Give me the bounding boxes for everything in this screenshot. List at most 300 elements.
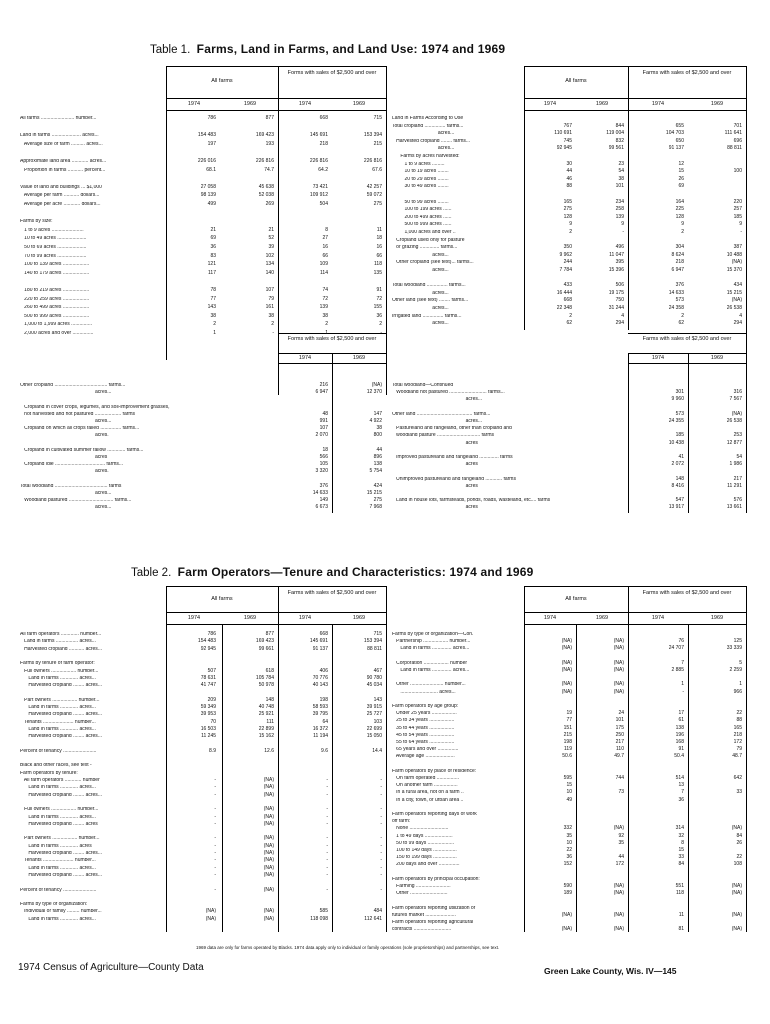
cell-value: 226 816 [363, 158, 382, 164]
cell-value: 573 [675, 410, 684, 417]
cell-value: - [214, 857, 216, 864]
cell-value: 139 [319, 304, 328, 311]
table1-heading: Farms, Land in Farms, and Land Use: 1974 and 1969 [196, 42, 506, 56]
cell-value: 27 [322, 235, 328, 242]
cell-value: (NA) [613, 688, 624, 695]
row-label: not harvested and not pastured ................... farms [20, 411, 136, 417]
cell-value: 54 [618, 168, 624, 175]
row-label: Full owners .................. number... [20, 668, 99, 674]
cell-value: 595 [563, 775, 572, 781]
cell-value: 226 816 [309, 158, 328, 164]
cell-value: 234 [615, 198, 624, 205]
cell-value: 2 885 [671, 667, 684, 673]
row-label: Harvested cropland ........ acres... [20, 712, 102, 718]
cell-value: 58 593 [312, 704, 328, 710]
cell-value: 78 631 [200, 674, 216, 681]
row-label: Land in farms ............. acres... [20, 814, 96, 820]
cell-value: 15 396 [608, 267, 624, 273]
cell-value: 19 175 [608, 289, 624, 296]
cell-value: 72 [322, 295, 328, 302]
cell-value: (NA) [561, 911, 572, 918]
cell-value: 424 [373, 482, 382, 489]
row-label: acres... [392, 419, 483, 424]
cell-value: 139 [615, 213, 624, 220]
cell-value: 103 [373, 718, 382, 725]
cell-value: 877 [265, 115, 274, 121]
cell-value: - [380, 330, 382, 336]
cell-value: - [380, 791, 382, 798]
cell-value: 9 [739, 221, 742, 228]
row-label: Percent of tenancy ........................ [20, 887, 97, 893]
cell-value: 44 [566, 168, 572, 175]
row-label: 180 to 219 acres ................... [20, 288, 90, 293]
row-label: 1 to 9 acres ....................... [20, 227, 84, 233]
cell-value: 143 [373, 696, 382, 703]
cell-value: - [326, 864, 328, 871]
cell-value: 101 [615, 183, 624, 190]
row-label: Harvested cropland ........ acres... [20, 851, 102, 856]
hdr-year: 1969 [595, 615, 609, 621]
cell-value: 9 [621, 221, 624, 228]
cell-value: 99 561 [608, 145, 624, 152]
cell-value: 585 [319, 908, 328, 915]
cell-value: 77 [566, 717, 572, 724]
cell-value: (NA) [731, 297, 742, 304]
row-label: Total woodland ...................................... farms [20, 483, 122, 489]
cell-value: 66 [322, 252, 328, 259]
cell-value: 715 [373, 631, 382, 637]
row-label: acres... [392, 268, 449, 273]
cell-value: 88 811 [367, 645, 382, 652]
cell-value: 877 [265, 631, 274, 637]
cell-value: 506 [615, 282, 624, 289]
row-label: Harvested cropland ........ acres [20, 821, 98, 827]
cell-value: 154 483 [197, 638, 216, 645]
cell-value: 175 [615, 724, 624, 731]
cell-value: 216 [319, 382, 328, 388]
row-label: Farms by type of organization—Con. [392, 632, 474, 637]
cell-value: 52 038 [258, 192, 274, 199]
cell-value: 24 707 [668, 645, 684, 652]
cell-value: (NA) [731, 890, 742, 897]
cell-value: 395 [615, 259, 624, 266]
cell-value: - [380, 820, 382, 827]
cell-value: 304 [675, 244, 684, 251]
cell-value: 78 [210, 287, 216, 293]
cell-value: 107 [265, 287, 274, 293]
cell-value: 5 754 [369, 468, 382, 475]
cell-value: - [380, 871, 382, 878]
cell-value: 118 [676, 890, 684, 897]
row-label: Tenants ...................... number... [20, 858, 96, 864]
row-label: Part owners .................. number... [20, 836, 100, 842]
row-label: 1 to 49 days .................... [392, 833, 453, 839]
cell-value: 7 [681, 659, 684, 666]
hdr-year: 1974 [187, 615, 201, 621]
row-label: 500 to 999 acres ................... [20, 313, 90, 319]
cell-value: 16 444 [556, 289, 572, 296]
footnote: 1969 data are only for farms operated by Blacks. 1974 data apply only to individual or family operations (sole proprietorships) and partnerships, see text. [196, 945, 500, 950]
cell-value: (NA) [613, 890, 624, 897]
cell-value: 896 [373, 454, 382, 460]
cell-value: 9 962 [559, 251, 572, 258]
cell-value: 467 [373, 667, 382, 674]
row-label: Woodland not pastured ........................... farms... [392, 390, 505, 396]
cell-value: - [326, 791, 328, 798]
cell-value: 117 [208, 269, 216, 276]
footer-left: 1974 Census of Agriculture—County Data [18, 962, 204, 973]
hdr-all-farms: All farms [565, 596, 587, 602]
row-label: Farm operators by place of residence: [392, 768, 477, 774]
cell-value: 8.9 [209, 747, 216, 754]
cell-value: 64.2 [318, 166, 328, 173]
hdr-year: 1969 [352, 615, 366, 621]
cell-value: 22 [736, 710, 742, 717]
cell-value: 36 [376, 312, 382, 319]
row-label: acres [392, 505, 478, 511]
cell-value: 253 [733, 432, 742, 439]
hdr-year: 1974 [543, 101, 557, 107]
cell-value: - [380, 784, 382, 791]
row-label: All farms ........................ number... [20, 116, 97, 121]
cell-value: 26 538 [726, 305, 742, 311]
row-label: Part owners .................. number... [20, 697, 100, 703]
cell-value: 45 034 [366, 682, 382, 689]
cell-value: 4 922 [369, 418, 382, 424]
row-label: 35 to 44 years .................. [392, 725, 455, 731]
cell-value: 26 [678, 175, 684, 182]
cell-value: (NA) [731, 825, 742, 832]
cell-value: 21 [268, 226, 274, 233]
cell-value: 119 004 [606, 130, 624, 137]
cell-value: 52 [268, 235, 274, 242]
cell-value: - [214, 784, 216, 791]
cell-value: - [380, 777, 382, 783]
cell-value: 10 [566, 839, 572, 846]
cell-value: - [380, 813, 382, 820]
table1-left-header [166, 66, 386, 110]
cell-value: 68.1 [206, 166, 216, 173]
row-label: futures market ...................... [392, 912, 456, 918]
cell-value: 140 [265, 269, 274, 276]
cell-value: 17 [678, 710, 684, 717]
cell-value: 121 [207, 261, 216, 268]
cell-value: 154 483 [197, 132, 216, 139]
cell-value: 50 978 [258, 682, 274, 689]
hdr-sales: Forms with sales of $2,500 and over [287, 336, 377, 342]
cell-value: 547 [675, 497, 684, 504]
row-label: Land in Farms According to Use [392, 116, 464, 121]
cell-value: - [326, 835, 328, 842]
cell-value: 215 [373, 140, 382, 147]
cell-value: 135 [373, 269, 382, 276]
cell-value: 218 [319, 140, 328, 147]
hdr-year: 1974 [651, 101, 665, 107]
cell-value: 767 [563, 122, 572, 129]
cell-value: 88 [566, 183, 572, 190]
hdr-year: 1969 [243, 101, 257, 107]
cell-value: 10 488 [726, 251, 742, 258]
row-label: Farm operators by age group: [392, 704, 459, 709]
cell-value: 61 [678, 717, 684, 724]
row-label: Land in farms .............. acres... [392, 646, 470, 652]
cell-value: 15 370 [726, 267, 742, 273]
row-label: Total woodland—Continued [392, 383, 454, 388]
cell-value: - [214, 850, 216, 856]
cell-value: 991 [319, 418, 328, 424]
cell-value: 10 [566, 789, 572, 796]
cell-value: 143 [207, 304, 216, 311]
row-label: Other cropland (see text)... farms... [392, 260, 474, 266]
cell-value: (NA) [731, 259, 742, 266]
cell-value: 14 633 [312, 490, 328, 496]
row-label: acres [392, 483, 478, 489]
cell-value: 91 [376, 287, 382, 293]
row-label: Tenants ...................... number... [20, 719, 96, 725]
cell-value: 209 [207, 696, 216, 703]
hdr-sales: Farms with sales of $2,500 and over [287, 590, 377, 596]
cell-value: 484 [373, 908, 382, 915]
cell-value: 33 339 [726, 645, 742, 652]
cell-value: 145 691 [309, 132, 328, 139]
cell-value: (NA) [561, 681, 572, 688]
cell-value: 90 780 [366, 674, 382, 681]
cell-value: (NA) [205, 915, 216, 922]
row-label: Land in farms ............. acres... [20, 785, 96, 791]
cell-value: 41 747 [200, 682, 216, 689]
cell-value: (NA) [263, 813, 274, 820]
cell-value: - [326, 777, 328, 783]
cell-value: 36 [210, 244, 216, 250]
cell-value: - [214, 813, 216, 820]
cell-value: 38 [210, 312, 216, 319]
row-label: Land in farms ............. acres [20, 843, 92, 849]
cell-value: (NA) [263, 864, 274, 871]
cell-value: 376 [319, 482, 328, 489]
cell-value: (NA) [263, 908, 274, 915]
hdr-year: 1969 [352, 355, 366, 361]
row-label: 2,000 acres and over ............... [20, 331, 94, 336]
row-label: Woodland pastured ................................ farms... [20, 498, 132, 504]
cell-value: 25 727 [366, 711, 382, 718]
cell-value: 198 [563, 739, 572, 745]
cell-value: 22 [736, 854, 742, 861]
cell-value: 50.6 [562, 753, 572, 760]
cell-value: 40 748 [258, 704, 274, 710]
cell-value: 83 [210, 252, 216, 259]
cell-value: 13 917 [668, 504, 684, 511]
cell-value: (NA) [561, 926, 572, 933]
cell-value: 2 [271, 321, 274, 328]
row-label: Percent of tenancy ........................ [20, 748, 97, 754]
cell-value: - [272, 330, 274, 336]
cell-value: 514 [675, 775, 684, 781]
cell-value: 134 [265, 261, 274, 268]
cell-value: 294 [733, 320, 742, 327]
cell-value: 576 [733, 497, 742, 504]
cell-value: 42 257 [366, 183, 382, 190]
cell-value: 91 [678, 746, 684, 753]
cell-value: 217 [615, 739, 624, 745]
cell-value: - [214, 791, 216, 798]
cell-value: 11 047 [609, 251, 624, 258]
cell-value: 22 [566, 847, 572, 853]
cell-value: 642 [733, 775, 742, 781]
cell-value: 9 [681, 221, 684, 228]
cell-value: 172 [615, 861, 624, 868]
row-label: Land in farms ................ acres... [20, 639, 96, 645]
row-label: Cropland in cover crops, legumes, and soil-improvement grasses, [20, 404, 170, 410]
row-label: Average size of farm .......... acres... [20, 141, 103, 147]
cell-value: 39 [268, 244, 274, 250]
cell-value: 18 [376, 235, 382, 242]
row-label: On farm operated ................ [392, 776, 459, 781]
cell-value: 111 [266, 718, 274, 725]
cell-value: 39 953 [200, 711, 216, 718]
cell-value: 35 [618, 839, 624, 846]
cell-value: 185 [733, 213, 742, 220]
cell-value: 12.6 [264, 747, 274, 754]
cell-value: - [214, 777, 216, 783]
row-label: acres... [392, 306, 449, 311]
cell-value: 169 423 [255, 638, 274, 645]
row-label: Total woodland ............... farms... [392, 283, 466, 289]
cell-value: 226 816 [255, 158, 274, 164]
cell-value: 11 245 [201, 733, 216, 740]
row-label: 20 to 29 acres ........ [392, 176, 449, 182]
cell-value: 7 [681, 789, 684, 796]
cell-value: - [326, 813, 328, 820]
cell-value: - [380, 850, 382, 856]
row-label: 65 years and over ............... [392, 747, 459, 753]
row-label: 25 to 34 years .................. [392, 718, 455, 724]
cell-value: - [740, 229, 742, 235]
cell-value: 258 [615, 206, 624, 213]
cell-value: - [214, 820, 216, 827]
row-label: Harvested cropland ........ farms... [392, 138, 471, 144]
cell-value: 76 [678, 638, 684, 645]
cell-value: 105 784 [255, 674, 274, 681]
cell-value: 169 423 [255, 132, 274, 139]
row-label: Harvested cropland ........ acres... [20, 734, 102, 740]
cell-value: 800 [373, 432, 382, 439]
cell-value: - [326, 871, 328, 878]
hdr-all-farms: All farms [211, 78, 233, 84]
cell-value: 551 [675, 883, 684, 889]
row-label: acres... [392, 252, 449, 258]
cell-value: (NA) [263, 777, 274, 783]
table2-left-header [166, 586, 386, 624]
cell-value: (NA) [561, 667, 572, 673]
row-label: woodland pasture ............................... farms [392, 433, 494, 439]
hdr-year: 1974 [543, 615, 557, 621]
hdr-all-farms: All farms [565, 78, 587, 84]
cell-value: 250 [615, 731, 624, 738]
row-label: Corporation .................. number [392, 660, 468, 666]
cell-value: (NA) [263, 850, 274, 856]
cell-value: 9 960 [671, 396, 684, 403]
row-label: Under 25 years .................. [392, 711, 457, 717]
cell-value: - [214, 842, 216, 849]
cell-value: 125 [733, 638, 742, 645]
cell-value: (NA) [613, 638, 624, 645]
cell-value: 33 [736, 789, 742, 796]
cell-value: - [326, 886, 328, 893]
row-label: Partnership .................. number... [392, 639, 471, 645]
row-label: Black and other races, see text - [20, 763, 92, 769]
row-label: acres... [20, 491, 112, 496]
cell-value: (NA) [263, 857, 274, 864]
row-label: Cropland idle .................................... farms... [20, 462, 124, 468]
cell-value: (NA) [263, 871, 274, 878]
cell-value: 41 [678, 454, 684, 460]
row-label: ........................... acres... [392, 689, 456, 695]
cell-value: 2 [569, 312, 572, 319]
cell-value: 301 [675, 389, 684, 396]
cell-value: 14 633 [668, 289, 684, 296]
cell-value: 145 691 [309, 638, 328, 645]
cell-value: 67.6 [372, 166, 382, 173]
cell-value: - [214, 864, 216, 871]
cell-value: 18 [322, 446, 328, 453]
cell-value: 376 [675, 282, 684, 289]
row-label: Average age ..................... [392, 754, 455, 760]
cell-value: (NA) [561, 638, 572, 645]
cell-value: 215 [563, 731, 572, 738]
cell-value: 92 945 [556, 145, 572, 152]
hdr-year: 1974 [298, 101, 312, 107]
row-label: acres [392, 462, 478, 468]
cell-value: (NA) [205, 908, 216, 915]
row-label: Farm operators by principal occupation: [392, 876, 480, 882]
cell-value: 217 [733, 475, 742, 482]
table2-right-header [524, 586, 746, 624]
cell-value: 138 [675, 724, 684, 731]
cell-value: 696 [733, 137, 742, 144]
row-label: 100 to 139 acres ................... [20, 262, 90, 268]
cell-value: 269 [265, 201, 274, 207]
cell-value: (NA) [613, 926, 624, 933]
cell-value: 668 [319, 631, 328, 637]
cell-value: 118 098 [310, 915, 328, 922]
row-label: 100 to 199 acres ...... [392, 207, 452, 213]
cell-value: 149 [319, 497, 328, 504]
cell-value: (NA) [613, 911, 624, 918]
cell-value: 2 072 [671, 461, 684, 468]
hdr-year: 1974 [298, 355, 312, 361]
cell-value: - [214, 835, 216, 842]
cell-value: 79 [736, 746, 742, 753]
row-label: All farm operators ............ number [20, 778, 100, 783]
cell-value: 7 968 [369, 504, 382, 511]
cell-value: 22 699 [366, 725, 382, 732]
hdr-year: 1974 [298, 615, 312, 621]
cell-value: 32 [678, 832, 684, 839]
cell-value: 36 [678, 796, 684, 803]
hdr-year: 1974 [651, 355, 665, 361]
cell-value: 39 795 [312, 711, 328, 718]
row-label: All farm operators ............. number... [20, 632, 102, 637]
cell-value: 74 [322, 287, 328, 293]
cell-value: 168 [675, 739, 684, 745]
cell-value: - [214, 871, 216, 878]
cell-value: 48 [322, 410, 328, 417]
cell-value: 21 [210, 226, 216, 233]
cell-value: - [380, 857, 382, 864]
cell-value: 2 [325, 321, 328, 328]
row-label: Improved pastureland and rangeland .............. farms [392, 455, 513, 460]
cell-value: 590 [563, 883, 572, 889]
